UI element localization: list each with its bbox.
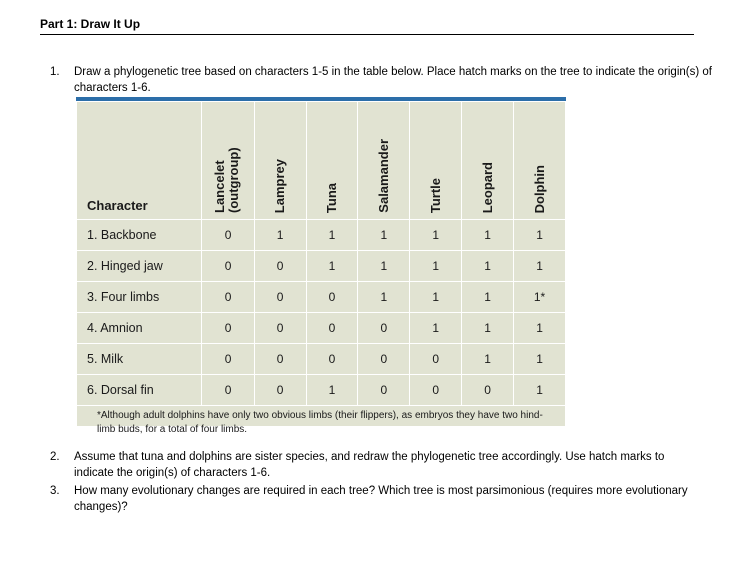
table-cell: 0: [358, 344, 410, 375]
table-cell: 1: [514, 251, 566, 282]
taxon-label: Tuna: [324, 182, 340, 213]
character-name: 5. Milk: [77, 344, 202, 375]
character-table-container: [76, 97, 566, 435]
table-cell: 1*: [514, 282, 566, 313]
table-cell: 1: [514, 344, 566, 375]
table-row: [77, 375, 566, 406]
character-name: 2. Hinged jaw: [77, 251, 202, 282]
table-cell: 1: [514, 313, 566, 344]
table-cell: 0: [306, 313, 358, 344]
taxon-label: Salamander: [375, 139, 391, 213]
question-text: Assume that tuna and dolphins are sister species, and redraw the phylogenetic tree accordingly. Use hatch marks to indicate the origin(s) of characters 1-6.: [74, 451, 665, 479]
table-cell: 1: [254, 220, 306, 251]
table-row: [77, 251, 566, 282]
table-cell: 0: [410, 375, 462, 406]
table-cell: 1: [306, 220, 358, 251]
character-name: 6. Dorsal fin: [77, 375, 202, 406]
table-cell: 1: [306, 375, 358, 406]
table-row: [77, 220, 566, 251]
table-cell: 1: [358, 251, 410, 282]
character-column-header: Character: [77, 102, 202, 220]
taxon-label: Dolphin: [531, 164, 547, 213]
taxon-header-lamprey: [254, 102, 306, 220]
table-row: [77, 313, 566, 344]
table-footnote: *Although adult dolphins have only two obvious limbs (their flippers), as embryos they have two hind-limb buds, for a total of four limbs.: [77, 406, 566, 443]
table-cell: 0: [254, 344, 306, 375]
table-cell: 1: [358, 282, 410, 313]
table-cell: 0: [202, 375, 254, 406]
footnote-row: [77, 406, 566, 443]
taxon-label: Leopard: [479, 161, 495, 213]
table-row: [77, 282, 566, 313]
question-text: Draw a phylogenetic tree based on characters 1-5 in the table below. Place hatch marks on the tree to indicate the origin(s) of characters 1-6.: [74, 66, 712, 94]
table-cell: 0: [358, 375, 410, 406]
table-cell: 0: [306, 344, 358, 375]
taxon-label: Lancelet (outgroup): [212, 147, 242, 213]
table-cell: 1: [462, 344, 514, 375]
table-cell: 0: [202, 251, 254, 282]
character-name: 1. Backbone: [77, 220, 202, 251]
taxon-header-turtle: [410, 102, 462, 220]
taxon-header-tuna: [306, 102, 358, 220]
question-text: How many evolutionary changes are required in each tree? Which tree is most parsimonious (requires more evolutionary changes)?: [74, 485, 688, 513]
table-cell: 1: [306, 251, 358, 282]
table-cell: 0: [254, 282, 306, 313]
table-cell: 1: [462, 313, 514, 344]
taxon-header-dolphin: [514, 102, 566, 220]
table-header-row: [77, 102, 566, 220]
table-cell: 0: [410, 344, 462, 375]
table-cell: 1: [358, 220, 410, 251]
character-name: 3. Four limbs: [77, 282, 202, 313]
table-cell: 0: [202, 344, 254, 375]
table-cell: 0: [202, 282, 254, 313]
table-cell: 0: [462, 375, 514, 406]
table-cell: 0: [306, 282, 358, 313]
table-cell: 0: [254, 375, 306, 406]
taxon-label: Lamprey: [272, 158, 288, 213]
taxon-label: Turtle: [427, 177, 443, 213]
character-name: 4. Amnion: [77, 313, 202, 344]
table-cell: 1: [462, 220, 514, 251]
table-cell: 1: [514, 375, 566, 406]
character-table: [76, 101, 566, 442]
table-cell: 1: [514, 220, 566, 251]
question-number: 2.: [50, 451, 60, 463]
table-cell: 0: [254, 313, 306, 344]
table-cell: 1: [410, 282, 462, 313]
table-cell: 1: [410, 313, 462, 344]
table-cell: 0: [202, 220, 254, 251]
table-cell: 0: [254, 251, 306, 282]
taxon-header-salamander: [358, 102, 410, 220]
table-cell: 1: [462, 282, 514, 313]
table-cell: 1: [462, 251, 514, 282]
table-cell: 1: [410, 251, 462, 282]
table-cell: 0: [202, 313, 254, 344]
table-cell: 0: [358, 313, 410, 344]
table-row: [77, 344, 566, 375]
page-heading: Part 1: Draw It Up: [40, 17, 694, 35]
question-number: 3.: [50, 485, 60, 497]
table-cell: 1: [410, 220, 462, 251]
taxon-header-leopard: [462, 102, 514, 220]
taxon-header-lancelet: [202, 102, 254, 220]
question-number: 1.: [50, 66, 60, 78]
